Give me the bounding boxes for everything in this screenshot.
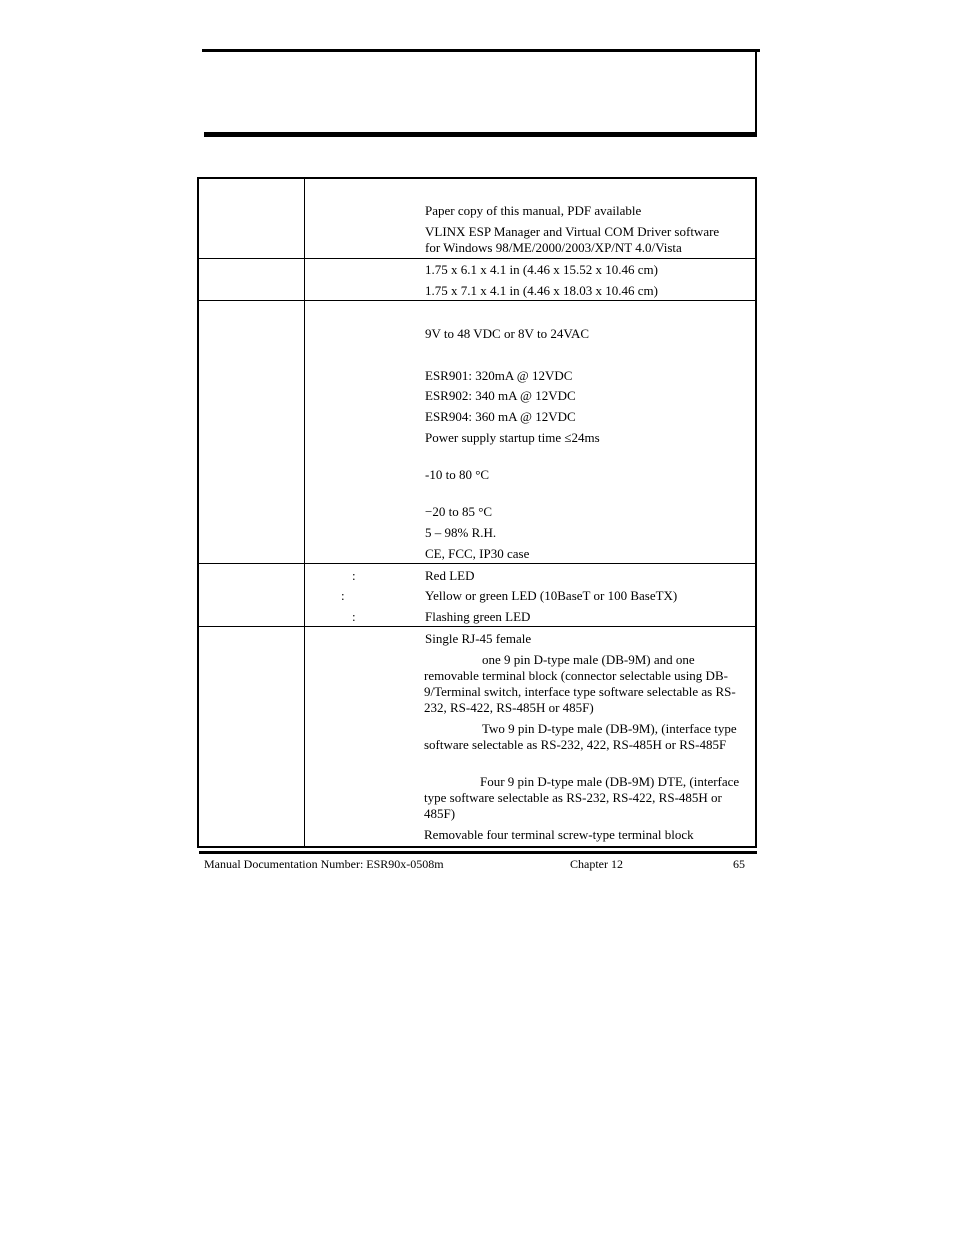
table-row-divider [197, 626, 757, 627]
led-colon: : [352, 568, 356, 583]
led-power: Red LED [425, 568, 475, 583]
led-activity: Flashing green LED [425, 609, 531, 624]
dimensions-line-2: 1.75 x 7.1 x 4.1 in (4.46 x 18.03 x 10.46 cm) [425, 283, 658, 298]
power-startup: Power supply startup time ≤24ms [425, 430, 600, 445]
dimensions-line-1: 1.75 x 6.1 x 4.1 in (4.46 x 15.52 x 10.46 cm) [425, 262, 658, 277]
software-line-2: VLINX ESP Manager and Virtual COM Driver software [425, 224, 720, 239]
storage-temperature: −20 to 85 °C [425, 504, 493, 519]
led-link: Yellow or green LED (10BaseT or 100 BaseTX) [425, 588, 678, 603]
power-esr904: ESR904: 360 mA @ 12VDC [425, 409, 576, 424]
power-voltage: 9V to 48 VDC or 8V to 24VAC [425, 326, 590, 341]
footer-rule [199, 851, 757, 854]
operating-temperature: -10 to 80 °C [425, 467, 490, 482]
header-right-rule [755, 52, 757, 136]
table-row-divider [197, 300, 757, 301]
connector-terminal-block: Removable four terminal screw-type terminal block [424, 827, 694, 842]
connector-esr902: Two 9 pin D-type male (DB-9M), (interface type software selectable as RS-232, 422, RS-485H or RS-485F [424, 721, 737, 752]
table-row-divider [197, 563, 757, 564]
power-esr902: ESR902: 340 mA @ 12VDC [425, 388, 576, 403]
header-bottom-rule [204, 132, 757, 137]
certifications: CE, FCC, IP30 case [425, 546, 530, 561]
footer-page-number: 65 [733, 857, 745, 871]
software-line-1: Paper copy of this manual, PDF available [425, 203, 642, 218]
table-row-divider [197, 258, 757, 259]
connector-esr904: Four 9 pin D-type male (DB-9M) DTE, (interface type software selectable as RS-232, RS-422, RS-485H or 485F) [424, 774, 740, 821]
footer-chapter: Chapter 12 [570, 857, 623, 871]
humidity: 5 – 98% R.H. [425, 525, 497, 540]
software-line-3: for Windows 98/ME/2000/2003/XP/NT 4.0/Vista [425, 240, 682, 255]
led-colon: : [341, 588, 345, 603]
connector-rj45: Single RJ-45 female [425, 631, 532, 646]
led-colon: : [352, 609, 356, 624]
connector-esr901: one 9 pin D-type male (DB-9M) and one removable terminal block (connector selectable using DB-9/Terminal switch, interface type software selectable as RS-232, RS-422, RS-485H or 485F) [424, 652, 736, 715]
power-esr901: ESR901: 320mA @ 12VDC [425, 368, 573, 383]
header-top-rule [202, 49, 760, 52]
footer-doc-number: Manual Documentation Number: ESR90x-0508m [204, 857, 444, 871]
table-column-divider [304, 177, 305, 846]
